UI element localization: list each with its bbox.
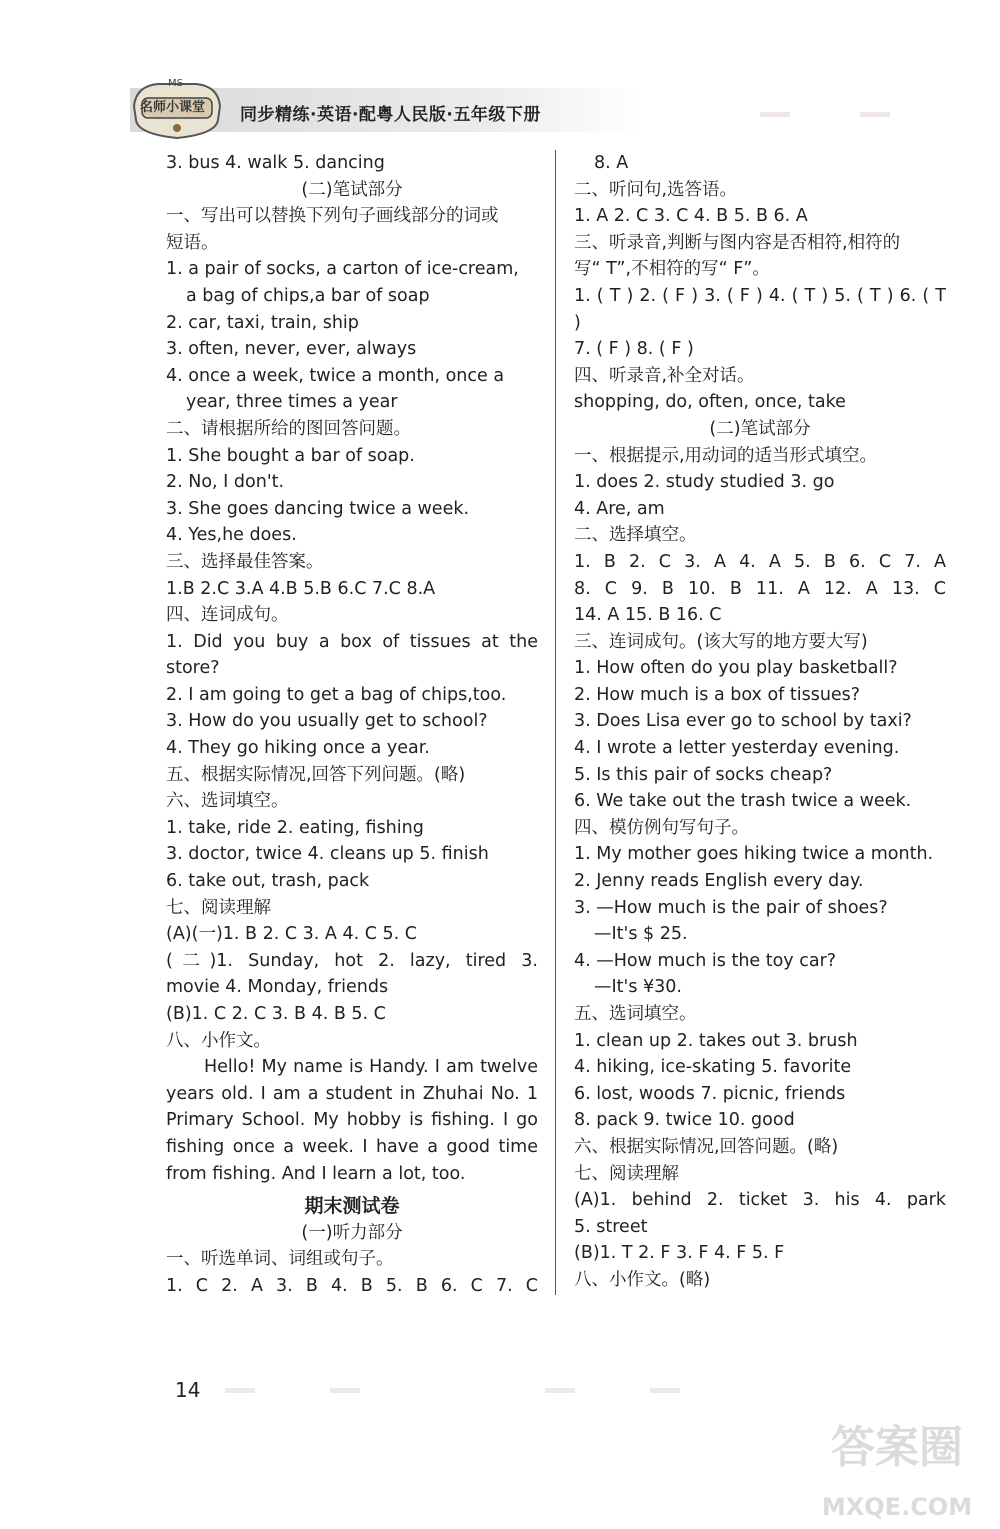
answer-line: 3. —How much is the pair of shoes? (574, 897, 888, 918)
answer-line: 3. often, never, ever, always (166, 339, 417, 360)
answer-line: 14. A 15. B 16. C (574, 605, 722, 626)
answer-line: Hello! My name is Handy. I am twelve (204, 1057, 538, 1078)
logo-text: 名师小课堂 (140, 100, 206, 115)
answer-line: 7. ( F ) 8. ( F ) (574, 339, 694, 360)
answer-line: 4. They go hiking once a year. (166, 738, 430, 759)
answer-line: 1. ( T ) 2. ( F ) 3. ( F ) 4. ( T ) 5. ( T ) 6. ( T ) (574, 285, 946, 333)
answer-line: (A)(一)1. B 2. C 3. A 4. C 5. C (166, 924, 417, 945)
answer-line: years old. I am a student in Zhuhai No. 1 (166, 1083, 538, 1104)
answer-line: shopping, do, often, once, take (574, 392, 846, 413)
answer-line: 4. once a week, twice a month, once a (166, 365, 505, 386)
answer-line: Primary School. My hobby is fishing. I go (166, 1110, 538, 1131)
answer-line: fishing once a week. I have a good time (166, 1136, 538, 1157)
header-title: 同步精练·英语·配粤人民版·五年级下册 (240, 105, 541, 125)
watermark (802, 1401, 992, 1521)
watermark-glyph: 答案圈 (831, 1422, 963, 1473)
answer-line: (二)1. Sunday, hot 2. lazy, tired 3. (166, 950, 538, 971)
answer-line: from fishing. And I learn a lot, too. (166, 1163, 466, 1184)
answer-line: 6. lost, woods 7. picnic, friends (574, 1083, 846, 1104)
answer-line: 3. bus 4. walk 5. dancing (166, 153, 385, 173)
answer-line: 2. I am going to get a bag of chips,too. (166, 684, 507, 705)
answer-line: 四、连词成句。 (166, 605, 289, 626)
answer-line: store? (166, 658, 220, 679)
answer-line: 八、小作文。(略) (574, 1269, 711, 1290)
print-smear (225, 1388, 255, 1393)
answer-line: 短语。 (166, 232, 219, 253)
answer-line: (A)1. behind 2. ticket 3. his 4. park (574, 1190, 946, 1211)
answer-line: 写“ T”,不相符的写“ F”。 (574, 259, 770, 280)
answer-line: 3. She goes dancing twice a week. (166, 498, 470, 519)
answer-line: 4. hiking, ice-skating 5. favorite (574, 1057, 852, 1078)
watermark-text: MXQE.COM (821, 1493, 973, 1521)
answer-line: 5. street (574, 1216, 648, 1237)
answer-line: 四、模仿例句写句子。 (574, 817, 749, 838)
answer-line: 七、阅读理解 (574, 1163, 679, 1184)
answer-line: 2. Jenny reads English every day. (574, 871, 864, 892)
print-smear (650, 1388, 680, 1393)
left-answer-column (166, 150, 538, 1300)
answer-line: (B)1. T 2. F 3. F 4. F 5. F (574, 1243, 785, 1264)
print-smear (760, 112, 790, 117)
answer-line: 1. B 2. C 3. A 4. A 5. B 6. C 7. A (574, 551, 946, 572)
answer-line: 1. My mother goes hiking twice a month. (574, 844, 934, 865)
answer-line: 1. does 2. study studied 3. go (574, 472, 835, 493)
answer-line: 5. Is this pair of socks cheap? (574, 764, 833, 785)
answer-line: 1. She bought a bar of soap. (166, 445, 415, 466)
answer-line: 二、选择填空。 (574, 525, 697, 546)
right-answer-column (574, 150, 946, 1294)
answer-line: 4. —How much is the toy car? (574, 950, 837, 971)
answer-line: 三、连词成句。(该大写的地方要大写) (574, 631, 868, 652)
answer-line: a bag of chips,a bar of soap (186, 285, 430, 306)
answer-line: 二、听问句,选答语。 (574, 179, 738, 200)
answer-line: (二)笔试部分 (709, 418, 811, 439)
answer-line: 1. A 2. C 3. C 4. B 5. B 6. A (574, 206, 808, 227)
answer-line: 1. How often do you play basketball? (574, 658, 898, 679)
answer-line: 六、选词填空。 (166, 791, 289, 812)
answer-line: 三、听录音,判断与图内容是否相符,相符的 (574, 232, 901, 253)
answer-line: 1. clean up 2. takes out 3. brush (574, 1030, 858, 1051)
answer-line: 五、选词填空。 (574, 1004, 697, 1024)
answer-line: 4. I wrote a letter yesterday evening. (574, 738, 900, 759)
answer-line: 三、选择最佳答案。 (166, 551, 324, 572)
answer-line: 期末测试卷 (304, 1195, 400, 1218)
answer-line: 八、小作文。 (166, 1030, 271, 1051)
answer-line: 6. We take out the trash twice a week. (574, 791, 912, 812)
print-smear (860, 112, 890, 117)
answer-line: 4. Are, am (574, 498, 665, 519)
page-number: 14 (175, 1378, 201, 1402)
answer-line: 一、根据提示,用动词的适当形式填空。 (574, 445, 878, 466)
answer-line: 1.B 2.C 3.A 4.B 5.B 6.C 7.C 8.A (166, 578, 436, 599)
answer-line: 8. C 9. B 10. B 11. A 12. A 13. C (574, 578, 946, 599)
answer-line: 8. A (594, 153, 629, 173)
answer-line: 1. take, ride 2. eating, fishing (166, 817, 424, 838)
answer-line: 2. No, I don't. (166, 472, 285, 493)
answer-line: 4. Yes,he does. (166, 525, 297, 546)
answer-line: 3. Does Lisa ever go to school by taxi? (574, 711, 912, 732)
answer-line: 8. pack 9. twice 10. good (574, 1110, 795, 1131)
answer-line: —It's $ 25. (594, 924, 688, 945)
print-smear (330, 1388, 360, 1393)
answer-line: (B)1. C 2. C 3. B 4. B 5. C (166, 1004, 386, 1024)
answer-line: year, three times a year (186, 392, 398, 413)
answer-line: 六、根据实际情况,回答问题。(略) (574, 1136, 839, 1157)
answer-line: 二、请根据所给的图回答问题。 (166, 418, 411, 439)
column-divider (555, 150, 556, 1295)
answer-line: 1. Did you buy a box of tissues at the (166, 631, 538, 652)
answer-line: 一、听选单词、词组或句子。 (166, 1249, 394, 1270)
logo-small-text: MS (168, 78, 183, 89)
answer-line: 3. How do you usually get to school? (166, 711, 488, 732)
answer-line: 四、听录音,补全对话。 (574, 365, 755, 386)
answer-line: 6. take out, trash, pack (166, 871, 370, 892)
answer-line: 2. How much is a box of tissues? (574, 684, 861, 705)
answer-line: —It's ¥30. (594, 977, 682, 998)
answer-line: 2. car, taxi, train, ship (166, 312, 359, 333)
answer-line: movie 4. Monday, friends (166, 977, 389, 998)
answer-line: 一、写出可以替换下列句子画线部分的词或 (166, 206, 499, 227)
print-smear (545, 1388, 575, 1393)
answer-line: 七、阅读理解 (166, 897, 271, 918)
answer-line: 1. a pair of socks, a carton of ice-cream, (166, 259, 519, 280)
answer-line: 1. C 2. A 3. B 4. B 5. B 6. C 7. C (166, 1275, 538, 1296)
answer-line: (一)听力部分 (301, 1222, 403, 1243)
answer-line: 3. doctor, twice 4. cleans up 5. finish (166, 844, 489, 865)
answer-line: 五、根据实际情况,回答下列问题。(略) (166, 764, 466, 785)
answer-line: (二)笔试部分 (301, 179, 403, 200)
